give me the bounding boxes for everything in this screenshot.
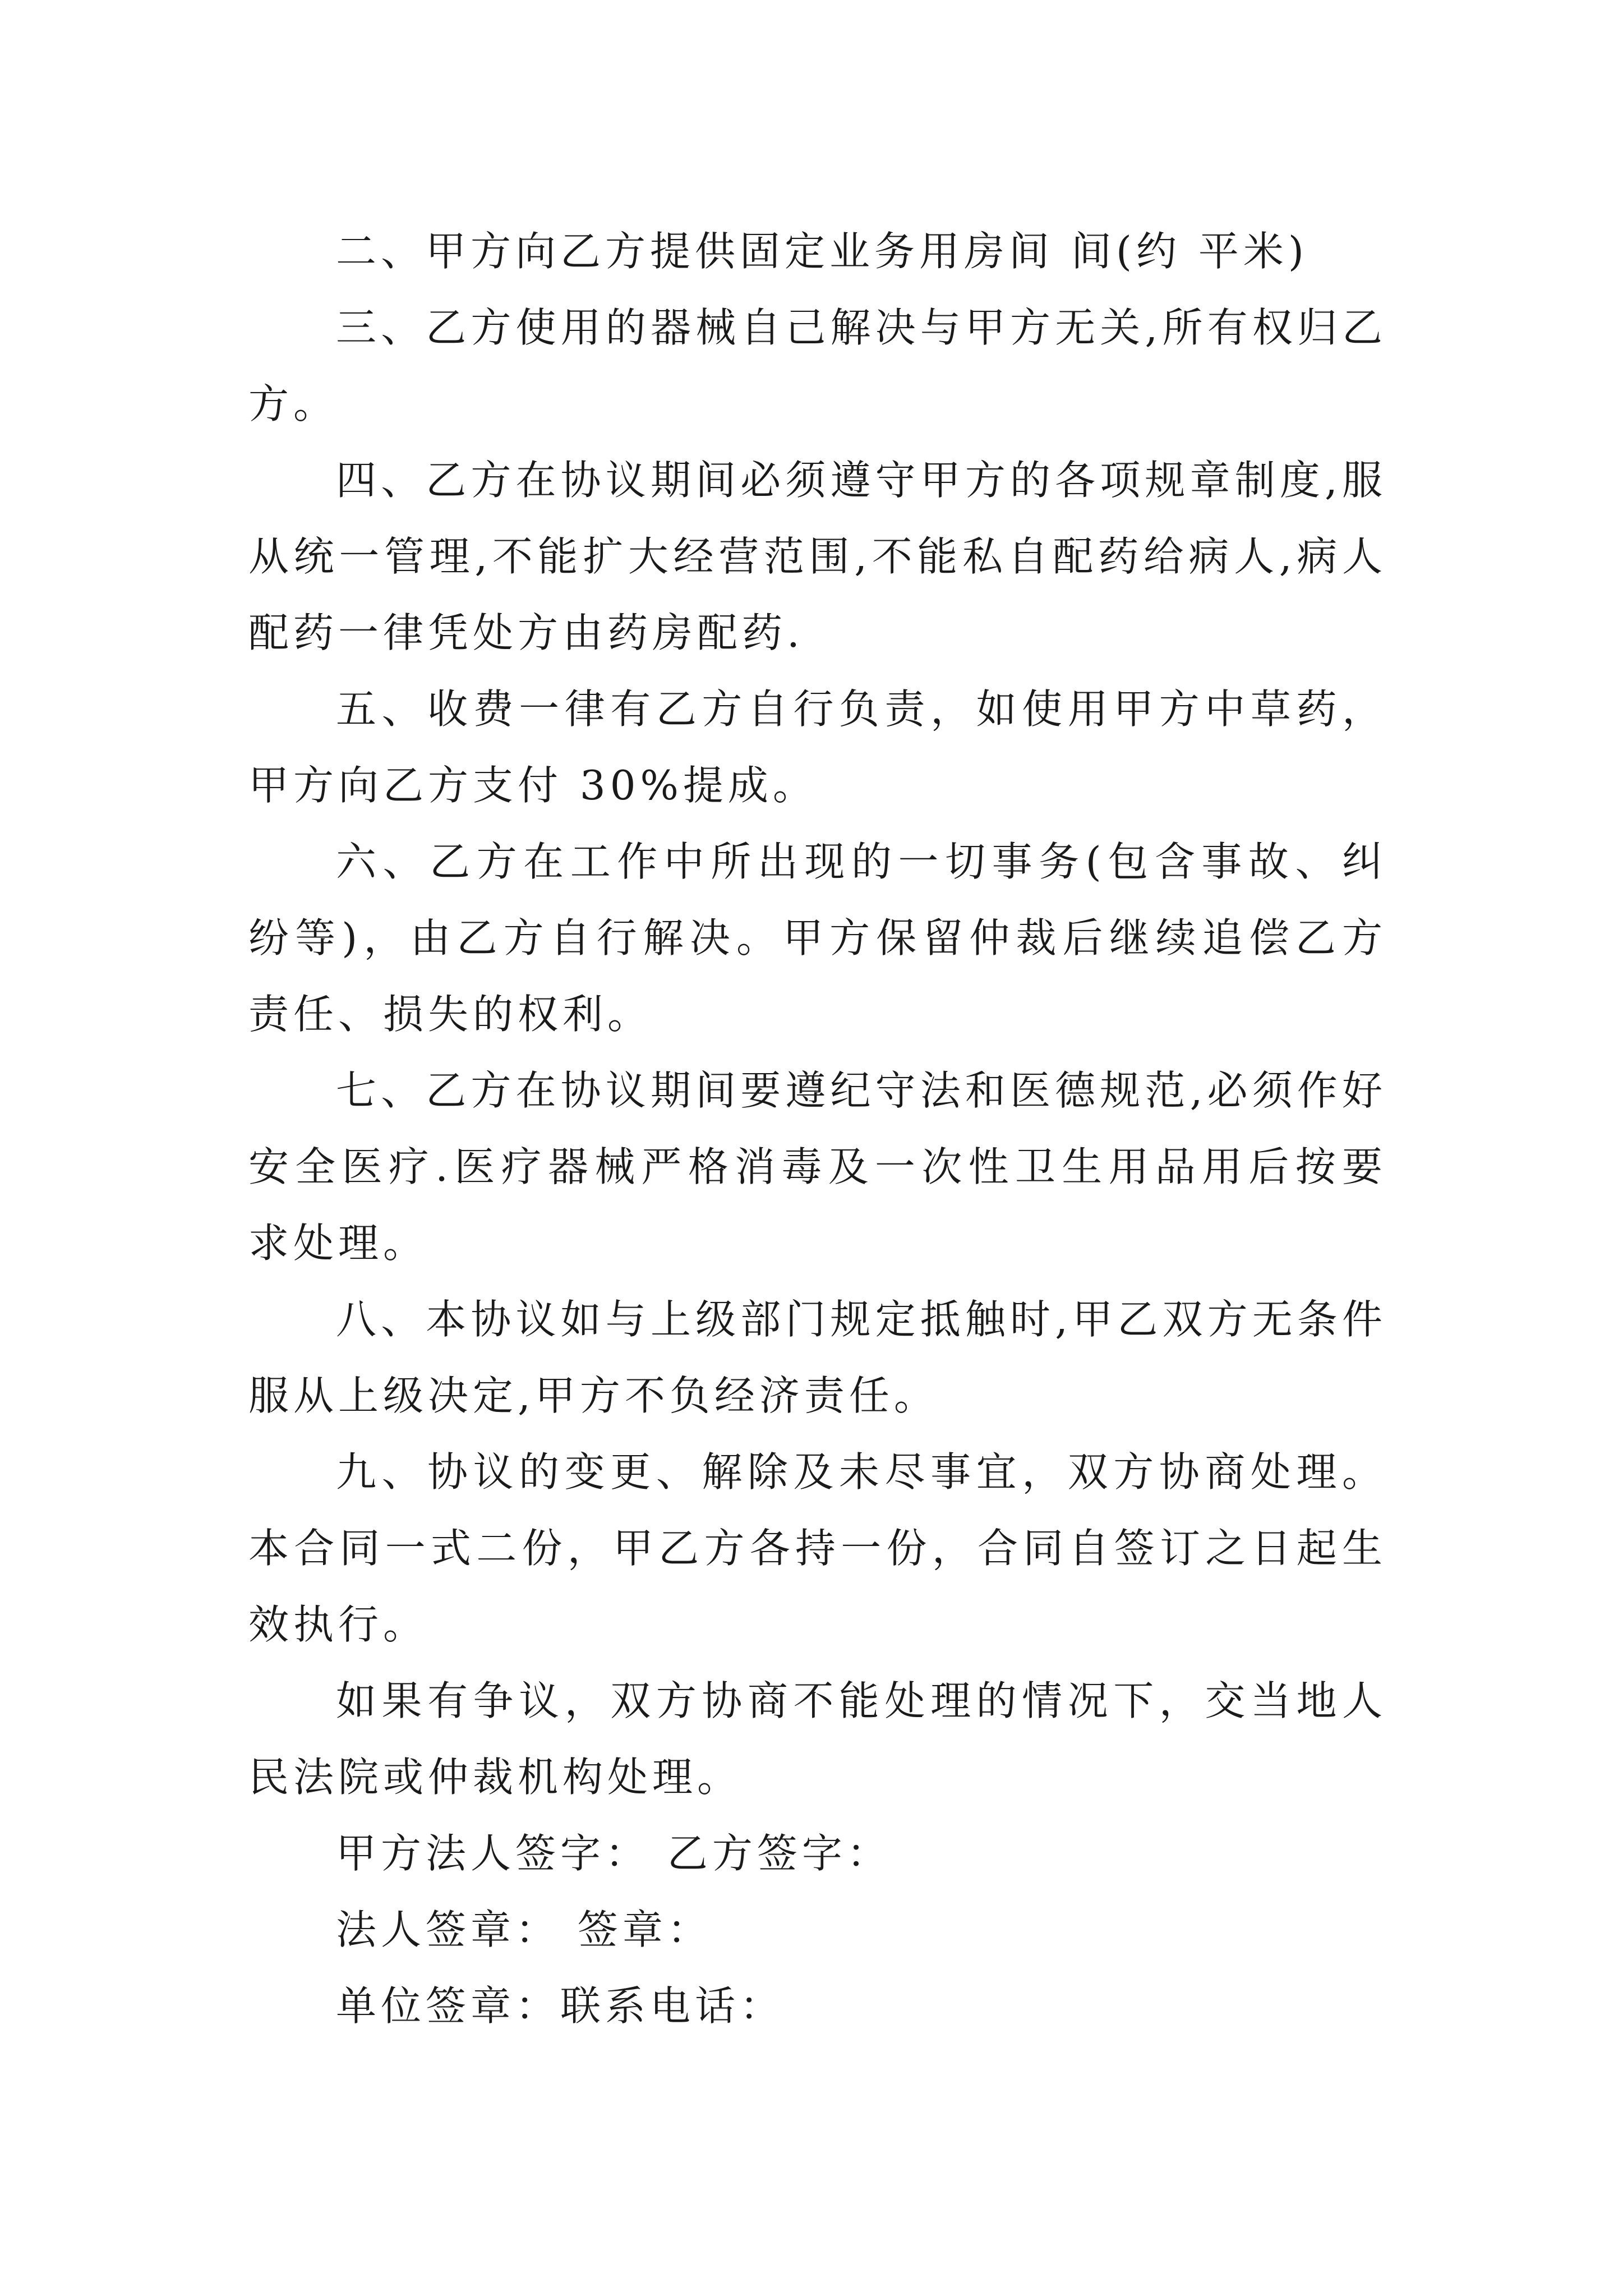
dispute-clause: 如果有争议，双方协商不能处理的情况下，交当地人民法院或仲裁机构处理。 [248, 1677, 1387, 1801]
signature-line-unit-seal-phone: 单位签章：联系电话： [336, 1982, 785, 2030]
signature-line-legal-seal: 法人签章： 签章： [336, 1906, 712, 1953]
clause-2: 二、甲方向乙方提供固定业务用房间 间(约 平米) [336, 228, 1308, 275]
document-body [248, 213, 1387, 2044]
clause-8: 八、本协议如与上级部门规定抵触时,甲乙双方无条件服从上级决定,甲方不负经济责任。 [248, 1296, 1387, 1419]
clause-9: 九、协议的变更、解除及未尽事宜，双方协商处理。本合同一式二份，甲乙方各持一份，合同自签订之日起生效执行。 [248, 1448, 1387, 1648]
clause-3: 三、乙方使用的器械自己解决与甲方无关,所有权归乙方。 [248, 304, 1387, 427]
clause-5: 五、收费一律有乙方自行负责，如使用甲方中草药，甲方向乙方支付 30%提成。 [248, 685, 1387, 809]
clause-6: 六、乙方在工作中所出现的一切事务(包含事故、纠纷等)，由乙方自行解决。甲方保留仲裁后继续追偿乙方责任、损失的权利。 [248, 838, 1387, 1038]
clause-4: 四、乙方在协议期间必须遵守甲方的各项规章制度,服从统一管理,不能扩大经营范围,不能私自配药给病人,病人配药一律凭处方由药房配药. [248, 457, 1387, 656]
clause-7: 七、乙方在协议期间要遵纪守法和医德规范,必须作好安全医疗.医疗器械严格消毒及一次性卫生用品用后按要求处理。 [248, 1067, 1387, 1267]
signature-line-party-a-legal-person: 甲方法人签字： 乙方签字： [336, 1830, 892, 1877]
